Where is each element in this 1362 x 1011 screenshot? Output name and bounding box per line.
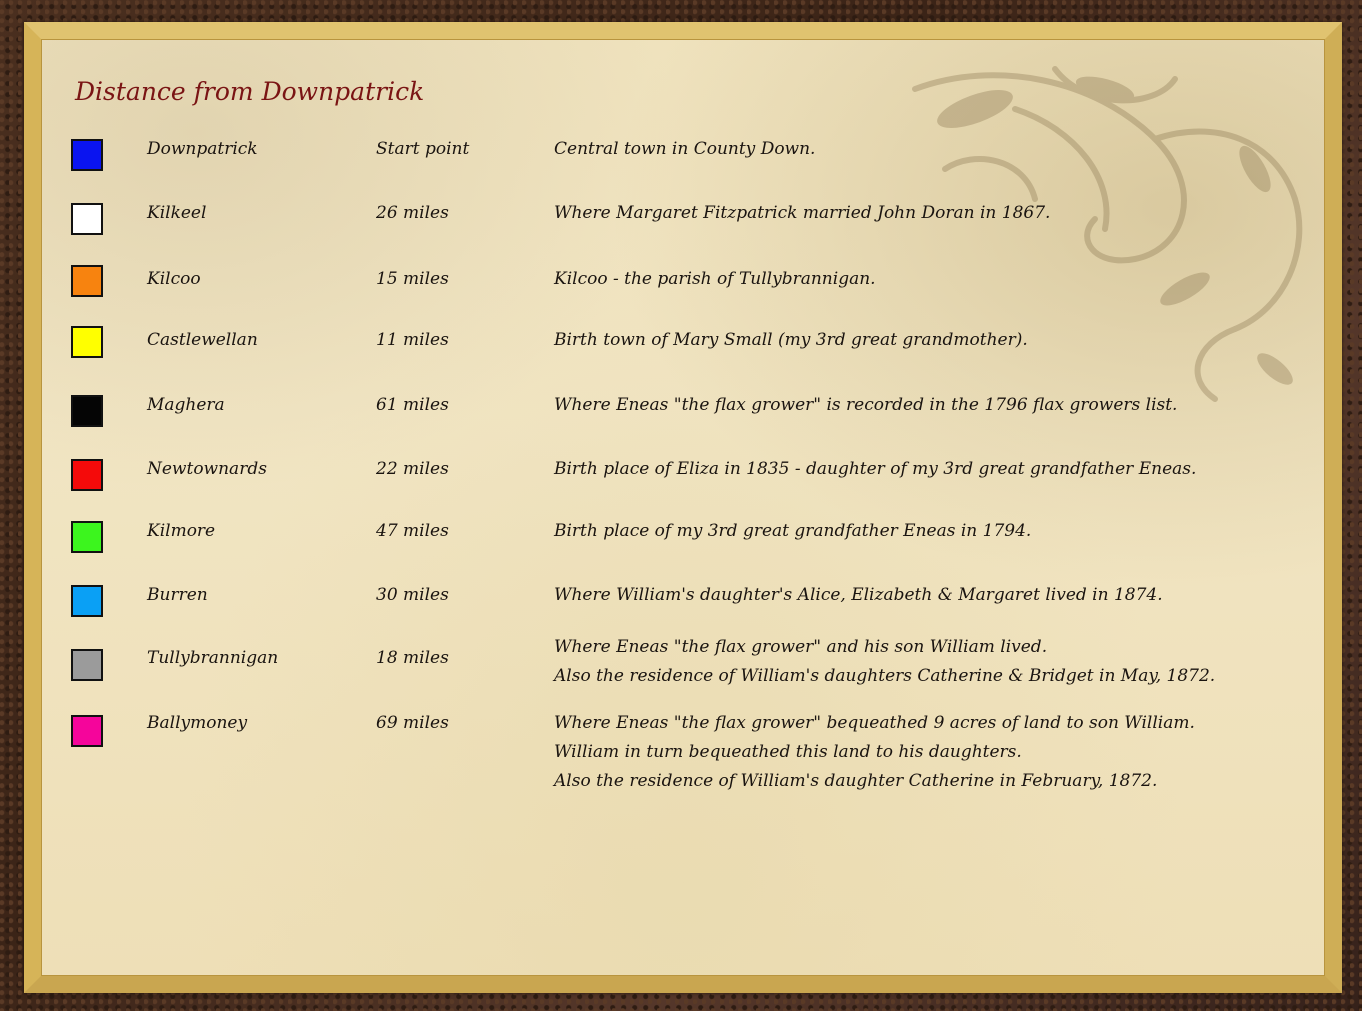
description	[554, 326, 1028, 355]
color-swatch	[71, 265, 103, 297]
color-swatch	[71, 203, 103, 235]
description-line: Where William's daughter's Alice, Elizabeth & Margaret lived in 1874.	[554, 585, 1163, 605]
color-swatch	[71, 326, 103, 358]
description-line: Where Eneas "the flax grower" bequeathed 9 acres of land to son William.	[554, 713, 1195, 733]
distance: 26 miles	[376, 203, 449, 223]
description	[554, 391, 1177, 420]
place-name: Kilmore	[147, 521, 216, 541]
description	[554, 517, 1031, 546]
description-line: Birth place of my 3rd great grandfather Eneas in 1794.	[554, 521, 1032, 541]
description-line: Where Margaret Fitzpatrick married John Doran in 1867.	[554, 203, 1051, 223]
place-name: Tullybrannigan	[147, 648, 279, 668]
distance: 11 miles	[376, 330, 449, 350]
description	[554, 709, 1195, 796]
color-swatch	[71, 395, 103, 427]
page-title: Distance from Downpatrick	[75, 77, 425, 106]
distance: 30 miles	[376, 585, 449, 605]
place-name: Ballymoney	[147, 713, 248, 733]
distance: Start point	[376, 139, 470, 159]
parchment-panel	[24, 22, 1342, 993]
distance: 18 miles	[376, 648, 449, 668]
color-swatch	[71, 715, 103, 747]
distance: 15 miles	[376, 269, 449, 289]
decorative-flourish-icon	[855, 49, 1315, 409]
description-line: Central town in County Down.	[554, 139, 816, 159]
place-name: Newtownards	[147, 459, 267, 479]
color-swatch	[71, 139, 103, 171]
place-name: Maghera	[147, 395, 225, 415]
color-swatch	[71, 459, 103, 491]
description	[554, 581, 1163, 610]
description-line: Kilcoo - the parish of Tullybrannigan.	[554, 269, 876, 289]
color-swatch	[71, 585, 103, 617]
color-swatch	[71, 521, 103, 553]
distance: 61 miles	[376, 395, 449, 415]
distance: 22 miles	[376, 459, 449, 479]
description	[554, 265, 876, 294]
description	[554, 633, 1215, 691]
place-name: Castlewellan	[147, 330, 258, 350]
description-line: Birth town of Mary Small (my 3rd great grandmother).	[554, 330, 1028, 350]
color-swatch	[71, 649, 103, 681]
description-line: William in turn bequeathed this land to his daughters.	[554, 742, 1022, 762]
description-line: Where Eneas "the flax grower" is recorded in the 1796 flax growers list.	[554, 395, 1178, 415]
place-name: Downpatrick	[147, 139, 258, 159]
description-line: Where Eneas "the flax grower" and his son William lived.	[554, 637, 1048, 657]
description	[554, 135, 815, 164]
description-line: Also the residence of William's daughter Catherine in February, 1872.	[554, 771, 1158, 791]
description-line: Birth place of Eliza in 1835 - daughter of my 3rd great grandfather Eneas.	[554, 459, 1197, 479]
distance: 69 miles	[376, 713, 449, 733]
place-name: Kilcoo	[147, 269, 201, 289]
description	[554, 455, 1196, 484]
description	[554, 199, 1050, 228]
distance: 47 miles	[376, 521, 449, 541]
place-name: Burren	[147, 585, 208, 605]
place-name: Kilkeel	[147, 203, 207, 223]
description-line: Also the residence of William's daughters Catherine & Bridget in May, 1872.	[554, 666, 1216, 686]
